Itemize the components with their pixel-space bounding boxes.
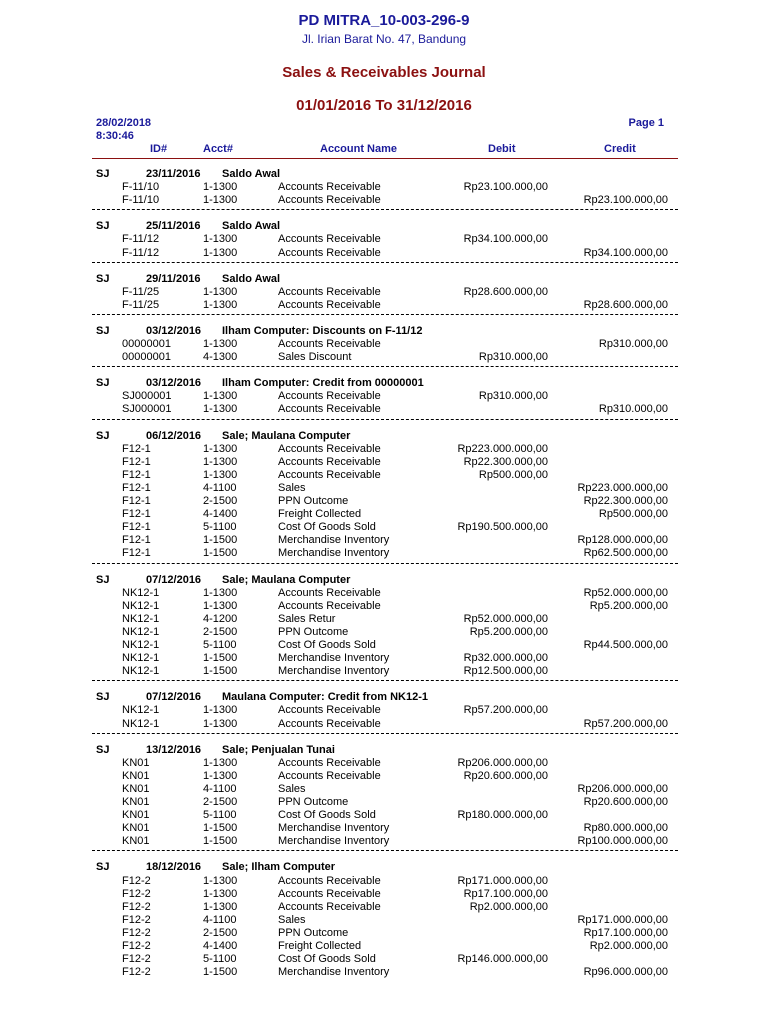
line-id: F12-2 (122, 940, 151, 952)
column-header-acct: Acct# (203, 143, 233, 155)
line-debit: Rp20.600.000,00 (463, 769, 548, 782)
entry-date: 13/12/2016 (146, 743, 202, 756)
line-debit: Rp171.000.000,00 (457, 874, 548, 887)
line-debit: Rp146.000.000,00 (457, 953, 548, 966)
entry-separator (92, 563, 678, 564)
line-id: KN01 (122, 769, 150, 782)
line-debit: Rp22.300.000,00 (463, 455, 548, 468)
line-credit: Rp223.000.000,00 (577, 481, 668, 494)
line-credit: Rp62.500.000,00 (583, 547, 668, 560)
line-credit: Rp96.000.000,00 (583, 966, 668, 979)
entry-memo: Maulana Computer: Credit from NK12-1 (222, 691, 428, 704)
line-acct: 4-1100 (203, 481, 237, 494)
line-account-name: Accounts Receivable (278, 717, 381, 730)
line-debit: Rp28.600.000,00 (463, 285, 548, 298)
entry-date: 25/11/2016 (146, 220, 201, 233)
line-id: KN01 (122, 835, 150, 848)
line-id: F12-1 (122, 521, 151, 534)
line-id: KN01 (122, 809, 150, 822)
line-acct: 1-1300 (203, 769, 238, 782)
line-account-name: Accounts Receivable (278, 285, 381, 298)
line-id: NK12-1 (122, 586, 160, 599)
line-credit: Rp23.100.000,00 (583, 194, 668, 207)
line-id: F12-1 (122, 534, 151, 547)
line-credit: Rp310.000,00 (598, 338, 668, 350)
line-credit: Rp17.100.000,00 (583, 926, 668, 939)
line-account-name: Merchandise Inventory (278, 822, 390, 835)
line-id: F12-2 (122, 874, 151, 887)
line-account-name: Merchandise Inventory (278, 547, 390, 560)
line-acct: 1-1500 (203, 966, 238, 979)
entry-source: SJ (96, 377, 110, 390)
entry-separator (92, 366, 678, 367)
line-account-name: Accounts Receivable (278, 246, 381, 259)
line-acct: 1-1300 (203, 338, 238, 350)
line-id: F-11/12 (122, 246, 160, 259)
line-debit: Rp32.000.000,00 (463, 652, 548, 665)
line-account-name: Accounts Receivable (278, 756, 381, 769)
line-id: KN01 (122, 822, 150, 835)
line-id: SJ000001 (122, 390, 172, 403)
line-account-name: Accounts Receivable (278, 298, 381, 311)
line-acct: 1-1300 (203, 756, 238, 769)
entry-date: 06/12/2016 (146, 429, 202, 442)
entry-source: SJ (96, 324, 110, 337)
entry-separator (92, 419, 678, 420)
entry-source: SJ (96, 743, 110, 756)
line-acct: 5-1100 (203, 809, 237, 822)
line-acct: 4-1300 (203, 351, 238, 364)
entry-date: 18/12/2016 (146, 861, 202, 874)
line-debit: Rp52.000.000,00 (463, 612, 548, 625)
line-account-name: Cost Of Goods Sold (278, 953, 376, 966)
entry-source: SJ (96, 272, 110, 285)
line-id: F12-1 (122, 442, 151, 455)
line-account-name: Accounts Receivable (278, 769, 381, 782)
line-acct: 2-1500 (203, 495, 238, 507)
line-id: F12-2 (122, 900, 151, 913)
line-credit: Rp128.000.000,00 (577, 534, 668, 547)
line-acct: 1-1300 (203, 403, 238, 416)
line-acct: 1-1300 (203, 599, 238, 612)
entry-separator (92, 209, 678, 210)
line-credit: Rp5.200.000,00 (589, 599, 668, 612)
line-id: KN01 (122, 782, 150, 795)
line-account-name: Sales (278, 481, 306, 494)
line-acct: 1-1500 (203, 835, 238, 848)
line-account-name: Cost Of Goods Sold (278, 521, 376, 534)
entry-separator (92, 733, 678, 734)
entry-date: 07/12/2016 (146, 691, 202, 704)
report-period: 01/01/2016 To 31/12/2016 (296, 97, 472, 114)
column-header-id: ID# (150, 143, 168, 155)
line-acct: 1-1300 (203, 233, 238, 246)
line-acct: 1-1500 (203, 822, 238, 835)
line-id: SJ000001 (122, 403, 172, 416)
line-account-name: Accounts Receivable (278, 194, 381, 207)
line-account-name: Accounts Receivable (278, 704, 381, 717)
line-account-name: PPN Outcome (278, 625, 349, 638)
entry-memo: Sale; Maulana Computer (222, 573, 351, 586)
line-credit: Rp20.600.000,00 (583, 796, 668, 808)
line-debit: Rp34.100.000,00 (463, 233, 548, 246)
line-acct: 1-1300 (203, 285, 238, 298)
entry-date: 03/12/2016 (146, 377, 202, 390)
line-account-name: PPN Outcome (278, 796, 349, 808)
line-account-name: Accounts Receivable (278, 403, 381, 416)
line-account-name: Merchandise Inventory (278, 665, 390, 678)
entry-memo: Sale; Penjualan Tunai (222, 743, 335, 756)
line-acct: 5-1100 (203, 953, 237, 966)
line-acct: 4-1100 (203, 782, 237, 795)
line-id: KN01 (122, 796, 150, 808)
line-acct: 1-1300 (203, 455, 238, 468)
line-debit: Rp57.200.000,00 (463, 704, 548, 717)
line-acct: 2-1500 (203, 625, 238, 638)
line-id: F12-1 (122, 468, 151, 481)
line-acct: 1-1500 (203, 534, 238, 547)
column-header-debit: Debit (488, 143, 516, 155)
line-credit: Rp2.000.000,00 (589, 940, 668, 952)
line-credit: Rp206.000.000,00 (577, 782, 668, 795)
line-debit: Rp17.100.000,00 (463, 887, 548, 900)
line-account-name: Freight Collected (278, 508, 362, 521)
line-id: NK12-1 (122, 625, 160, 638)
line-acct: 2-1500 (203, 796, 238, 808)
line-acct: 4-1400 (203, 940, 238, 952)
line-credit: Rp57.200.000,00 (583, 717, 668, 730)
entry-source: SJ (96, 691, 110, 704)
line-acct: 4-1400 (203, 508, 238, 521)
line-debit: Rp180.000.000,00 (457, 809, 548, 822)
line-account-name: Accounts Receivable (278, 900, 381, 913)
line-acct: 1-1300 (203, 468, 238, 481)
line-debit: Rp206.000.000,00 (457, 756, 548, 769)
entry-date: 03/12/2016 (146, 324, 202, 337)
line-acct: 1-1300 (203, 874, 238, 887)
line-debit: Rp310.000,00 (478, 351, 548, 364)
line-acct: 1-1300 (203, 181, 238, 194)
line-id: NK12-1 (122, 665, 160, 678)
line-id: F12-1 (122, 508, 151, 521)
line-acct: 2-1500 (203, 926, 238, 939)
line-debit: Rp310.000,00 (478, 390, 548, 403)
line-account-name: Sales (278, 913, 306, 926)
line-account-name: Merchandise Inventory (278, 835, 390, 848)
line-credit: Rp310.000,00 (598, 403, 668, 416)
company-address: Jl. Irian Barat No. 47, Bandung (301, 32, 467, 46)
line-id: NK12-1 (122, 612, 160, 625)
entry-date: 29/11/2016 (146, 272, 201, 285)
entry-source: SJ (96, 573, 110, 586)
line-account-name: Accounts Receivable (278, 181, 381, 194)
line-debit: Rp190.500.000,00 (457, 521, 548, 534)
line-credit: Rp80.000.000,00 (583, 822, 668, 835)
entry-memo: Sale; Maulana Computer (222, 429, 351, 442)
entry-separator (92, 314, 678, 315)
line-account-name: Cost Of Goods Sold (278, 809, 376, 822)
line-acct: 4-1100 (203, 913, 237, 926)
line-account-name: Cost Of Goods Sold (278, 639, 376, 651)
line-id: F12-2 (122, 913, 151, 926)
line-credit: Rp100.000.000,00 (577, 835, 668, 848)
line-debit: Rp223.000.000,00 (457, 442, 548, 455)
line-id: F12-2 (122, 966, 151, 979)
entry-memo: Saldo Awal (222, 168, 281, 180)
line-credit: Rp44.500.000,00 (583, 639, 668, 651)
line-acct: 1-1300 (203, 298, 238, 311)
line-account-name: Sales Discount (278, 351, 352, 364)
line-account-name: PPN Outcome (278, 495, 349, 507)
entry-date: 23/11/2016 (146, 168, 201, 180)
line-debit: Rp500.000,00 (478, 468, 548, 481)
line-account-name: Merchandise Inventory (278, 534, 390, 547)
line-acct: 1-1300 (203, 246, 238, 259)
line-debit: Rp5.200.000,00 (469, 625, 548, 638)
entry-memo: Saldo Awal (222, 220, 281, 233)
line-account-name: Accounts Receivable (278, 455, 381, 468)
line-id: F12-1 (122, 481, 151, 494)
entry-memo: Sale; Ilham Computer (222, 861, 336, 874)
print-date: 28/02/2018 (96, 117, 152, 129)
line-debit: Rp2.000.000,00 (469, 900, 548, 913)
entry-memo: Saldo Awal (222, 272, 281, 285)
line-id: F-11/10 (122, 181, 160, 194)
entry-source: SJ (96, 220, 110, 233)
line-acct: 1-1500 (203, 665, 238, 678)
line-credit: Rp171.000.000,00 (577, 913, 668, 926)
line-credit: Rp52.000.000,00 (583, 586, 668, 599)
line-account-name: PPN Outcome (278, 926, 349, 939)
line-acct: 1-1300 (203, 887, 238, 900)
line-id: 00000001 (122, 338, 171, 350)
line-acct: 5-1100 (203, 639, 237, 651)
print-time: 8:30:46 (96, 130, 134, 142)
line-acct: 1-1300 (203, 717, 238, 730)
line-account-name: Accounts Receivable (278, 586, 381, 599)
column-header-credit: Credit (604, 143, 636, 155)
entry-date: 07/12/2016 (146, 573, 202, 586)
entry-memo: Ilham Computer: Discounts on F-11/12 (222, 324, 423, 337)
page-number: Page 1 (628, 117, 664, 129)
entry-source: SJ (96, 429, 110, 442)
line-id: F12-1 (122, 547, 151, 560)
line-account-name: Accounts Receivable (278, 599, 381, 612)
line-credit: Rp34.100.000,00 (583, 246, 668, 259)
line-id: F12-2 (122, 887, 151, 900)
line-id: F-11/25 (122, 298, 160, 311)
line-acct: 1-1300 (203, 442, 238, 455)
line-id: KN01 (122, 756, 150, 769)
line-account-name: Accounts Receivable (278, 233, 381, 246)
line-id: F12-1 (122, 495, 151, 507)
line-id: F-11/12 (122, 233, 160, 246)
line-acct: 1-1300 (203, 704, 238, 717)
line-acct: 5-1100 (203, 521, 237, 534)
line-account-name: Merchandise Inventory (278, 966, 390, 979)
line-acct: 1-1300 (203, 194, 238, 207)
line-credit: Rp28.600.000,00 (583, 298, 668, 311)
line-id: F12-1 (122, 455, 151, 468)
line-account-name: Sales Retur (278, 612, 336, 625)
line-account-name: Accounts Receivable (278, 468, 381, 481)
line-id: NK12-1 (122, 704, 160, 717)
line-account-name: Accounts Receivable (278, 390, 381, 403)
entry-source: SJ (96, 861, 110, 874)
line-id: F12-2 (122, 953, 151, 966)
line-account-name: Freight Collected (278, 940, 362, 952)
line-acct: 1-1500 (203, 652, 238, 665)
line-acct: 1-1300 (203, 900, 238, 913)
line-id: NK12-1 (122, 599, 160, 612)
line-account-name: Sales (278, 782, 306, 795)
report-title: Sales & Receivables Journal (282, 64, 486, 81)
entry-memo: Ilham Computer: Credit from 00000001 (222, 377, 424, 390)
line-acct: 1-1500 (203, 547, 238, 560)
line-account-name: Merchandise Inventory (278, 652, 390, 665)
line-id: NK12-1 (122, 652, 160, 665)
line-id: NK12-1 (122, 639, 160, 651)
line-id: NK12-1 (122, 717, 160, 730)
company-name: PD MITRA_10-003-296-9 (298, 12, 470, 29)
line-debit: Rp12.500.000,00 (463, 665, 548, 678)
entry-separator (92, 850, 678, 851)
entry-source: SJ (96, 168, 110, 180)
line-acct: 4-1200 (203, 612, 238, 625)
line-id: F12-2 (122, 926, 151, 939)
line-id: F-11/10 (122, 194, 160, 207)
line-id: 00000001 (122, 351, 171, 364)
line-account-name: Accounts Receivable (278, 442, 381, 455)
entry-separator (92, 680, 678, 681)
line-account-name: Accounts Receivable (278, 338, 381, 350)
column-header-account-name: Account Name (320, 143, 398, 155)
entry-separator (92, 262, 678, 263)
line-credit: Rp500.000,00 (598, 508, 668, 521)
line-acct: 1-1300 (203, 586, 238, 599)
line-debit: Rp23.100.000,00 (463, 181, 548, 194)
line-account-name: Accounts Receivable (278, 874, 381, 887)
line-acct: 1-1300 (203, 390, 238, 403)
line-credit: Rp22.300.000,00 (583, 495, 668, 507)
line-id: F-11/25 (122, 285, 160, 298)
line-account-name: Accounts Receivable (278, 887, 381, 900)
